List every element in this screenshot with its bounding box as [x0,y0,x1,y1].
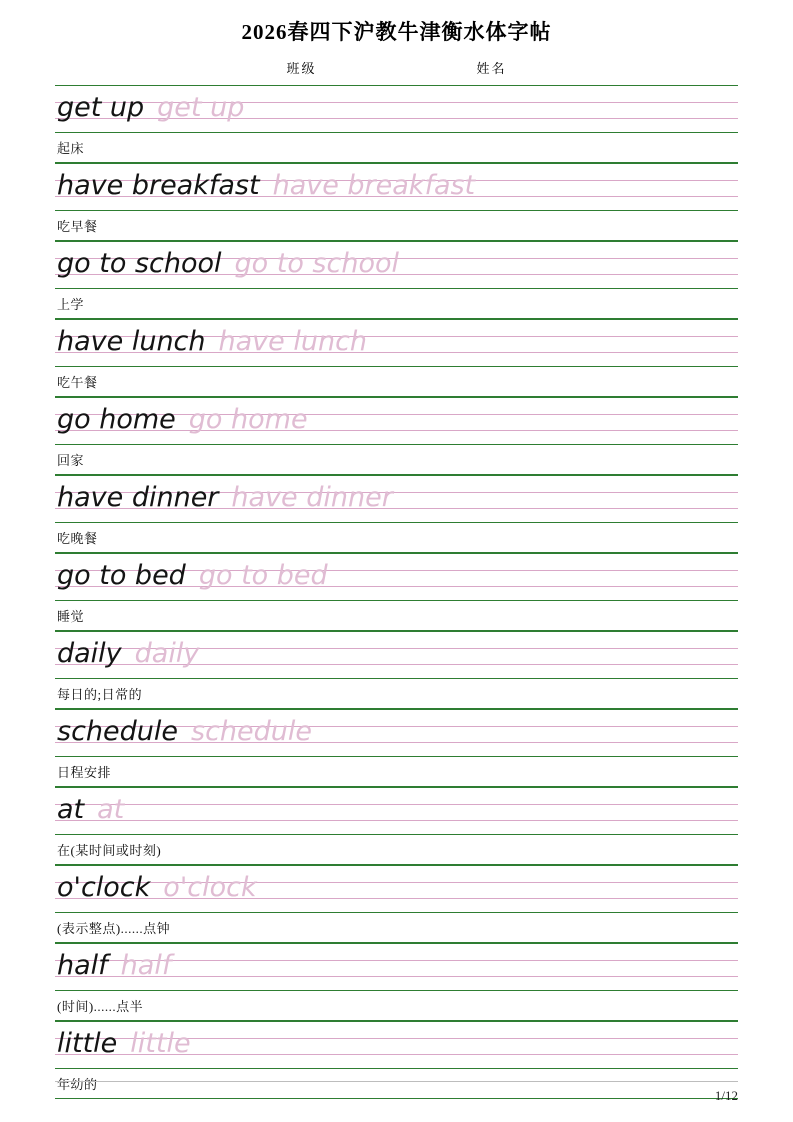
word-layer [57,554,738,600]
word-solid: daily [57,637,122,669]
word-solid: have dinner [57,481,219,513]
practice-entry [55,397,738,475]
name-field-label: 姓名 [476,61,507,76]
word-trace: half [120,949,172,981]
word-layer [57,788,738,834]
word-layer [57,866,738,912]
handwriting-staff [55,319,738,367]
word-trace: at [97,793,125,825]
handwriting-staff [55,397,738,445]
word-solid: go to bed [57,559,186,591]
word-layer [57,320,738,366]
meaning-row [55,913,738,943]
handwriting-staff [55,241,738,289]
handwriting-staff [55,85,738,133]
practice-entry [55,553,738,631]
word-trace: have dinner [231,481,393,513]
handwriting-staff [55,787,738,835]
page-footer [55,1081,738,1104]
meaning-row [55,133,738,163]
word-solid: get up [57,91,145,123]
word-trace: o'clock [163,871,257,903]
word-layer [57,710,738,756]
word-solid: schedule [57,715,178,747]
handwriting-staff [55,163,738,211]
word-solid: at [57,793,85,825]
word-meaning: 在(某时间或时刻) [57,843,162,858]
word-trace: daily [134,637,200,669]
handwriting-staff [55,709,738,757]
handwriting-staff [55,943,738,991]
handwriting-staff [55,1021,738,1069]
word-solid: have breakfast [57,169,260,201]
practice-entry [55,631,738,709]
meaning-row [55,289,738,319]
word-trace: go to bed [198,559,328,591]
word-solid: go to school [57,247,222,279]
word-meaning: (时间)......点半 [57,999,144,1014]
word-trace: have breakfast [272,169,476,201]
word-solid: half [57,949,108,981]
word-meaning: 每日的;日常的 [57,687,143,702]
word-meaning: (表示整点)......点钟 [57,921,171,936]
practice-entry [55,943,738,1021]
word-trace: go to school [234,247,399,279]
practice-entry [55,319,738,397]
word-layer [57,242,738,288]
word-meaning: 日程安排 [57,765,112,780]
meaning-row [55,835,738,865]
page-title: 2026春四下沪教牛津衡水体字帖 [241,20,552,44]
meaning-row [55,757,738,787]
word-meaning: 年幼的 [57,1077,98,1092]
word-layer [57,164,738,210]
page-number: 1/12 [714,1088,738,1103]
practice-entry [55,787,738,865]
word-meaning: 吃早餐 [57,219,98,234]
word-solid: go home [57,403,176,435]
word-meaning: 睡觉 [57,609,85,624]
handwriting-sheet [55,85,738,1099]
word-meaning: 吃午餐 [57,375,98,390]
meaning-row [55,211,738,241]
handwriting-staff [55,865,738,913]
word-layer [57,1022,738,1068]
meaning-row [55,367,738,397]
word-meaning: 回家 [57,453,85,468]
handwriting-staff [55,475,738,523]
footer-divider [55,1081,738,1082]
word-layer [57,476,738,522]
word-meaning: 上学 [57,297,85,312]
practice-entry [55,241,738,319]
word-solid: o'clock [57,871,151,903]
practice-entry [55,865,738,943]
meaning-row [55,679,738,709]
practice-entry [55,475,738,553]
word-layer [57,398,738,444]
word-layer [57,632,738,678]
practice-entry [55,163,738,241]
handwriting-staff [55,553,738,601]
word-trace: go home [188,403,308,435]
meaning-row [55,991,738,1021]
word-solid: little [57,1027,118,1059]
handwriting-staff [55,631,738,679]
word-solid: have lunch [57,325,206,357]
practice-entry [55,85,738,163]
word-layer [57,944,738,990]
word-trace: schedule [191,715,312,747]
word-layer [57,86,738,132]
practice-entry [55,709,738,787]
word-meaning: 吃晚餐 [57,531,98,546]
word-meaning: 起床 [57,141,85,156]
meaning-row [55,523,738,553]
word-trace: little [130,1027,191,1059]
meaning-row [55,601,738,631]
meaning-row [55,445,738,475]
class-field-label: 班级 [286,61,317,76]
word-trace: have lunch [218,325,368,357]
word-trace: get up [157,91,245,123]
student-info-row [0,58,793,77]
